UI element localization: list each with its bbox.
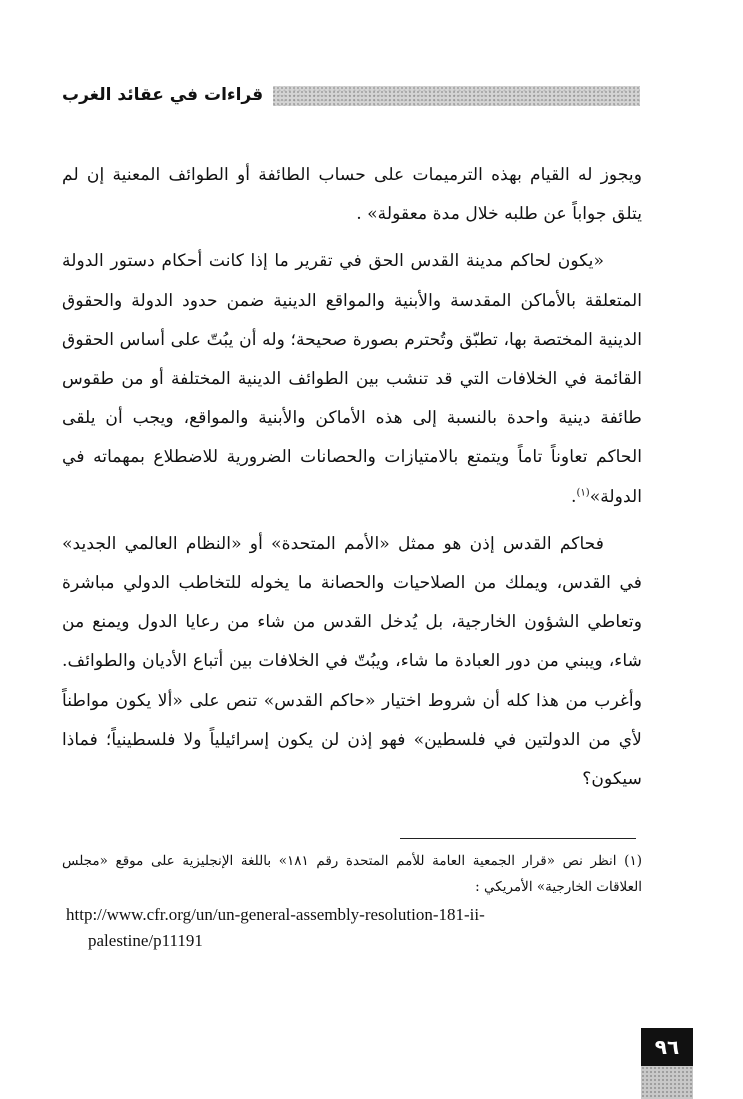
paragraph-1: ويجوز له القيام بهذه الترميمات على حساب الطائفة أو الطوائف المعنية إن لم يتلق جواباً عن طلبه خلال مدة معقولة» . (62, 165, 642, 225)
footnote-ref[interactable]: (١) (576, 486, 590, 498)
paragraph-3: فحاكم القدس إذن هو ممثل «الأمم المتحدة» أو «النظام العالمي الجديد» في القدس، ويملك من الصلاحيات والحصانة ما يخوله للتخاطب الدولي مباشرة وتعاطي الشؤون الخارجية، بل يُدخل القدس من شاء من رعايا الدول ويمنع من شاء، ويبني من دور العبادة ما شاء، ويبُتّ في الخلافات بين أتباع الأديان والطوائف. وأغرب من هذا كله أن شروط اختيار «حاكم القدس» تنص على «ألا يكون مواطناً لأي من الدولتين في فلسطين» فهو إذن لن يكون إسرائيلياً ولا فلسطينياً؛ فماذا سيكون؟ (62, 533, 642, 790)
running-title: قراءات في عقائد الغرب (60, 78, 273, 112)
paragraph-2-text: «يكون لحاكم مدينة القدس الحق في تقرير ما إذا كانت أحكام دستور الدولة المتعلقة بالأماكن المقدسة والأبنية والمواقع الدينية ضمن حدود الدولة والحقوق الدينية المختصة بها، تطبّق وتُحترم بصورة صحيحة؛ وله أن يبُتّ على أساس الحقوق القائمة في الخلافات التي قد تنشب بين الطوائف الدينية المختلفة أو من طقوس طائفة دينية واحدة بالنسبة إلى هذه الأماكن والأبنية والمواقع، ويجب أن يلقى الحاكم تعاوناً تاماً ويتمتع بالامتيازات والحصانات الضرورية للاضطلاع بمهماته في الدولة» (62, 251, 642, 507)
footnote-url-line-2: palestine/p11191 (88, 931, 203, 950)
footnote-text: (١) انظر نص «قرار الجمعية العامة للأمم المتحدة رقم ١٨١» باللغة الإنجليزية على موقع «مجلس العلاقات الخارجية» الأمريكي : (62, 853, 642, 895)
running-header (60, 78, 640, 112)
paragraph-2 (62, 242, 642, 516)
paragraph-2-end: . (571, 486, 577, 507)
footnote-divider (400, 838, 636, 839)
footnotes (62, 848, 642, 954)
footnote-url[interactable] (66, 902, 642, 954)
page-number-pattern (641, 1066, 693, 1099)
body-text (62, 156, 642, 807)
page-number: ٩٦ (641, 1028, 693, 1066)
footnote-url-line-1: http://www.cfr.org/un/un-general-assembly-resolution-181-ii- (66, 905, 485, 924)
